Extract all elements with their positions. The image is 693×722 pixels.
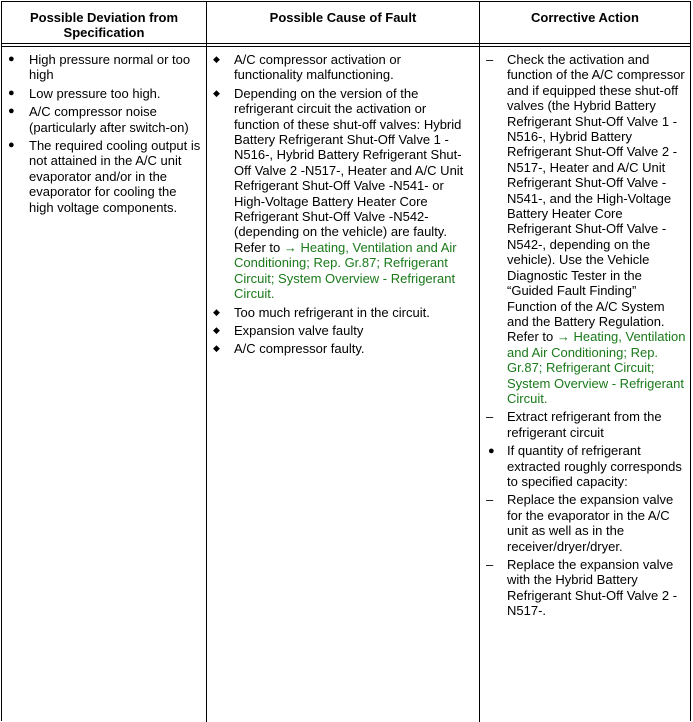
- dash-icon: –: [486, 409, 494, 425]
- list-item: [480, 409, 686, 440]
- item-text: Extract refrigerant from the refrigerant circuit: [507, 409, 662, 440]
- item-text: Too much refrigerant in the circuit.: [234, 304, 430, 320]
- item-text: High pressure normal or too high: [29, 52, 191, 83]
- header-deviation: Possible Deviation from Specification: [29, 10, 179, 40]
- list-item: [480, 443, 686, 489]
- bullet-icon: ●: [8, 139, 15, 152]
- table-header-row: [2, 2, 690, 44]
- dash-icon: –: [486, 52, 494, 67]
- header-cause: Possible Cause of Fault: [269, 10, 417, 25]
- bullet-icon: ●: [8, 53, 15, 65]
- item-text: If quantity of refrigerant extracted roughly corresponds to specified capacity:: [507, 443, 682, 489]
- list-item: [207, 52, 473, 83]
- header-action: Corrective Action: [531, 10, 639, 25]
- header-double-rule: [2, 46, 690, 47]
- list-item: [207, 323, 473, 338]
- list-item: [480, 52, 686, 406]
- item-text: Depending on the version of the refrigerant circuit the activation or function of these shut-off valves: Hybrid Battery Refrigerant Shut-Off Valve 1 -N516-, Hybrid Battery Refrigerant Shut-Off Valve 2 -N517-, Heater and A/C Unit Refrigerant Shut-Off Valve -N541- or High-Voltage Battery Heater Core Refrigerant Shut-Off Valve -N542- (depending on the vehicle) are faulty. Refer to: [234, 85, 464, 255]
- bullet-icon: ●: [488, 445, 495, 458]
- diamond-bullet-icon: ◆: [213, 54, 220, 64]
- item-text: Replace the expansion valve for the evaporator in the A/C unit as well as in the receiver/dryer/dryer.: [507, 492, 674, 554]
- dash-icon: –: [486, 492, 494, 508]
- deviation-column: [2, 52, 202, 218]
- action-column: [480, 52, 686, 622]
- item-text: Expansion valve faulty: [234, 322, 364, 338]
- item-text: Check the activation and function of the A/C compressor and if equipped these shut-off valves (the Hybrid Battery Refrigerant Shut-Off Valve 1 -N516-, Hybrid Battery Refrigerant Shut-Off Valve 2 -N517-, Heater and A/C Unit Refrigerant Shut-Off Valve -N541-, and the High-Voltage Battery Heater Core Refrigerant Shut-Off Valve -N542-, depending on the vehicle). Use the Vehicle Diagnostic Tester in the “Guided Fault Finding” Function of the A/C System and the Battery Regulation. Refer to: [507, 52, 685, 345]
- item-text: A/C compressor noise (particularly after switch-on): [29, 104, 189, 135]
- diamond-bullet-icon: ◆: [213, 306, 220, 317]
- list-item: [480, 557, 686, 619]
- list-item: [207, 86, 473, 302]
- list-item: [2, 52, 202, 83]
- refrigerant-circuit-link[interactable]: → Heating, Ventilation and Air Conditioning; Rep. Gr.87; Refrigerant Circuit; System Overview - Refrigerant Circuit.: [507, 329, 686, 406]
- diamond-bullet-icon: ◆: [213, 324, 220, 335]
- fault-table: [1, 1, 691, 721]
- item-text: The required cooling output is not attained in the A/C unit evaporator and/or in the evaporator for cooling the high voltage components.: [29, 138, 201, 215]
- diamond-bullet-icon: ◆: [213, 87, 220, 98]
- list-item: [2, 86, 202, 101]
- list-item: [2, 104, 202, 135]
- item-text: A/C compressor activation or functionality malfunctioning.: [234, 52, 401, 83]
- item-text: Replace the expansion valve with the Hybrid Battery Refrigerant Shut-Off Valve 2 -N517-.: [507, 557, 678, 619]
- bullet-icon: ●: [8, 86, 15, 99]
- item-text: Low pressure too high.: [29, 85, 161, 101]
- diamond-bullet-icon: ◆: [213, 343, 220, 354]
- item-text: A/C compressor faulty.: [234, 341, 365, 357]
- list-item: [480, 492, 686, 554]
- list-item: [207, 341, 473, 356]
- list-item: [207, 305, 473, 320]
- list-item: [2, 138, 202, 215]
- bullet-icon: ●: [8, 105, 15, 118]
- dash-icon: –: [486, 557, 494, 572]
- refrigerant-circuit-link[interactable]: → Heating, Ventilation and Air Conditioning; Rep. Gr.87; Refrigerant Circuit; System Overview - Refrigerant Circuit.: [234, 239, 457, 302]
- cause-column: [207, 52, 473, 360]
